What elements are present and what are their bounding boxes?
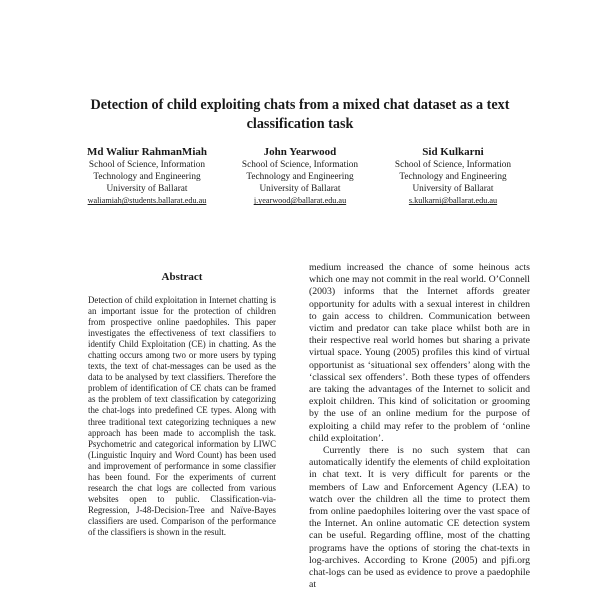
author-affiliation: University of Ballarat — [259, 183, 341, 194]
author-affiliation: School of Science, Information — [241, 160, 359, 170]
author-name: Sid Kulkarni — [422, 146, 484, 158]
author-1 — [70, 146, 224, 207]
author-email: j.yearwood@ballarat.edu.au — [253, 196, 347, 206]
author-affiliation: School of Science, Information — [88, 160, 206, 170]
author-affiliation: University of Ballarat — [412, 183, 494, 194]
author-email: s.kulkarni@ballarat.edu.au — [408, 196, 498, 206]
author-name: Md Waliur RahmanMiah — [86, 146, 207, 158]
body-paragraph: Currently there is no such system that can automatically identify the elements of child exploitation in chat text. It is very difficult for parents or the members of Law and Enforcement Agency (LEA) to watch over the children all the time to protect them from online paedophiles loitering over the vast space of the Internet. An online automatic CE detection system can be useful. Regarding offline, most of the chatting programs have the options of storing the chat-texts in log-archives. According to Krone (2005) and pjfi.org chat-logs can be used as evidence to prove a paedophile at — [309, 445, 530, 591]
abstract-text: Detection of child exploitation in Internet chatting is an important issue for the protection of children from prospective online paedophiles. This paper investigates the effectiveness of text classifiers to identify Child Exploitation (CE) in chatting. As the chatting occurs among two or more users by typing texts, the text of chat-messages can be used as the data to be analysed by text classifiers. Therefore the problem of identification of CE chats can be framed as the problem of text classification by categorizing the chat-logs into predefined CE types. Along with three traditional text categorizing techniques a new approach has been made to accomplish the task. Psychometric and categorical information by LIWC (Linguistic Inquiry and Word Count) has been used and improvement of performance in some classifier has been found. For the experiments of current research the chat logs are collected from various websites open to public. Classification-via-Regression, J-48-Decision-Tree and Naïve-Bayes classifiers are used. Comparison of the performance of the classifiers is shown in the result. — [88, 295, 276, 537]
body-paragraph: medium increased the chance of some heinous acts which one may not commit in the real world. O’Connell (2003) informs that the Internet affords greater opportunity for adults with a sexual interest in children to gain access to children. Communication between victim and predator can take place whilst both are in their respective real world homes but sharing a private virtual space. Young (2005) profiles this kind of virtual opportunist as ‘situational sex offenders’ along with the ‘classical sex offenders’. Both these types of offenders are taking the advantages of the Internet to solicit and exploit children. This kind of solicitation or grooming by the use of an online medium for the purpose of exploiting a child may refer to the problem of ‘online child exploitation’. — [309, 262, 530, 444]
author-affiliation: School of Science, Information — [394, 160, 512, 170]
author-email: waliamiah@students.ballarat.edu.au — [87, 196, 207, 206]
left-column — [88, 271, 276, 538]
author-block — [70, 146, 530, 210]
author-affiliation: University of Ballarat — [106, 183, 188, 194]
author-affiliation: Technology and Engineering — [399, 171, 507, 182]
right-column — [309, 262, 530, 591]
author-affiliation: Technology and Engineering — [93, 171, 201, 182]
author-2 — [223, 146, 377, 207]
author-affiliation: Technology and Engineering — [246, 171, 354, 182]
paper-title: Detection of child exploiting chats from a mixed chat dataset as a text classification task — [90, 97, 510, 132]
author-name: John Yearwood — [263, 146, 337, 158]
author-3 — [376, 146, 530, 207]
abstract-heading: Abstract — [161, 271, 203, 283]
